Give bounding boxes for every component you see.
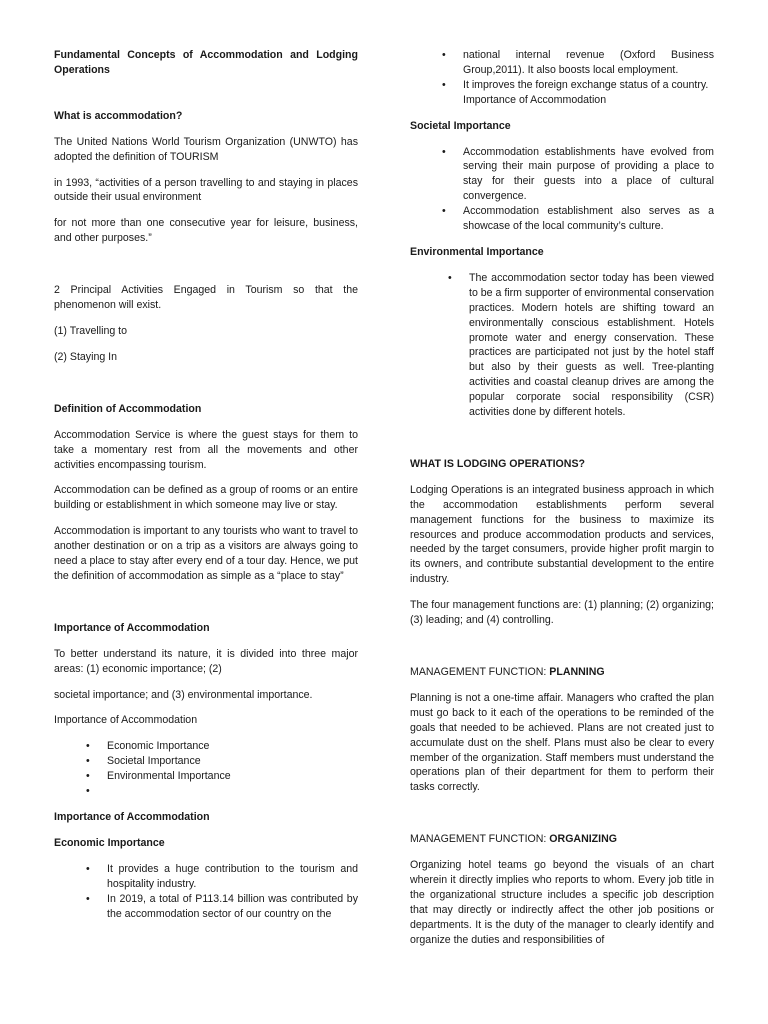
list-item xyxy=(107,784,358,799)
list-item: • The accommodation sector today has been viewed to be a firm supporter of environmental conservation practices. Modern hotels are shifting toward an environmentally conscious establishment. Hotels promote water and energy conservation. These practices are participated not just by the hotel staff but also by their guests as well. Tree-planting activities and coastal cleanup drives are among the popular corporate social responsibility (CSR) activities done by different hotels. xyxy=(469,271,714,420)
planning-heading xyxy=(410,665,714,680)
definition-paragraph-3: Accommodation is important to any tourists who want to travel to another destination or on a trip as a visitors are always going to need a place to stay after every end of a tour day. Hence, we put the definition of accommodation as simple as a “place to stay” xyxy=(54,525,358,582)
list-item-continued: • national internal revenue (Oxford Business Group,2011). It also boosts local employment. xyxy=(463,48,714,78)
importance-paragraph-1: To better understand its nature, it is divided into three major areas: (1) economic importance; (2) xyxy=(54,647,358,675)
organizing-label: ORGANIZING xyxy=(549,833,617,846)
management-function-prefix: MANAGEMENT FUNCTION: xyxy=(410,833,550,846)
unwto-paragraph: The United Nations World Tourism Organization (UNWTO) has adopted the definition of TOURISM xyxy=(54,135,358,163)
economic-list-continued xyxy=(463,48,714,78)
lodging-paragraph-2: The four management functions are: (1) planning; (2) organizing; (3) leading; and (4) controlling. xyxy=(410,599,714,627)
right-column xyxy=(410,48,714,948)
lodging-paragraph-1: Lodging Operations is an integrated business approach in which the accommodation establishments perform several management functions for the business to maximize its resources and produce accommodation products and services, needed by the target consumers, provide higher profit margin to its owners, and contribute substantial development to the entire industry. xyxy=(410,483,714,586)
lodging-operations-heading: WHAT IS LODGING OPERATIONS? xyxy=(410,457,585,470)
principal-activities-paragraph: 2 Principal Activities Engaged in Tourism so that the phenomenon will exist. xyxy=(54,284,358,312)
not-more-paragraph: for not more than one consecutive year for leisure, business, and other purposes.” xyxy=(54,217,358,245)
definition-paragraph-2: Accommodation can be defined as a group of rooms or an entire building or establishment in which someone may live or stay. xyxy=(54,484,358,512)
what-is-accommodation-heading: What is accommodation? xyxy=(54,109,183,122)
list-item: • Environmental Importance xyxy=(107,769,358,784)
importance-list xyxy=(107,739,358,799)
organizing-paragraph: Organizing hotel teams go beyond the visuals of an chart wherein it directly implies who reports to whom. Every job title in the organizational structure includes a specific job description that may directly or indirectly affect the other job positions or departments. It is the duty of the manager to clearly identify and organize the duties and responsibilities of xyxy=(410,859,714,946)
planning-paragraph: Planning is not a one-time affair. Managers who crafted the plan must go back to it each of the operations to be reminded of the goals that needed to be achieved. Plans are not created just to accumulate dust on the shelf. Plans must also be clear to every member of the organization. Staff members must understand the operations plan of their department for them to perform their tasks correctly. xyxy=(410,691,714,794)
forex-list xyxy=(463,78,714,108)
in-1993-paragraph: in 1993, “activities of a person travelling to and staying in places outside their usual environment xyxy=(54,176,358,204)
planning-label: PLANNING xyxy=(549,666,605,678)
left-column xyxy=(54,48,358,922)
economic-importance-heading: Economic Importance xyxy=(54,837,165,849)
list-item: • In 2019, a total of P113.14 billion was contributed by the accommodation sector of our country on the xyxy=(107,892,358,922)
importance-paragraph-3: Importance of Accommodation xyxy=(54,714,198,727)
definition-paragraph-1: Accommodation Service is where the guest stays for them to take a momentary rest from all the movements and other activities encompassing tourism. xyxy=(54,428,358,471)
forex-item-text: It improves the foreign exchange status of a country. xyxy=(463,78,709,91)
list-item: • Accommodation establishments have evolved from serving their main purpose of providing a place to stay for their guests into a place of cultural convergence. xyxy=(463,145,714,205)
document-title: Fundamental Concepts of Accommodation and Lodging Operations xyxy=(54,49,358,76)
organizing-heading xyxy=(410,832,714,847)
list-item xyxy=(463,78,714,108)
definition-heading: Definition of Accommodation xyxy=(54,402,202,415)
list-item: • Economic Importance xyxy=(107,739,358,754)
importance-heading-2: Importance of Accommodation xyxy=(54,811,210,824)
travelling-item: (1) Travelling to xyxy=(54,324,128,337)
list-item: • Accommodation establishment also serves as a showcase of the local community’s culture. xyxy=(463,204,714,234)
importance-paragraph-2: societal importance; and (3) environmental importance. xyxy=(54,688,313,701)
forex-item-subtext: Importance of Accommodation xyxy=(463,93,607,106)
staying-item: (2) Staying In xyxy=(54,350,118,363)
societal-list xyxy=(463,145,714,234)
environmental-importance-heading: Environmental Importance xyxy=(410,245,544,258)
environmental-list xyxy=(469,271,714,420)
societal-importance-heading: Societal Importance xyxy=(410,119,511,132)
list-item: • Societal Importance xyxy=(107,754,358,769)
importance-heading: Importance of Accommodation xyxy=(54,621,210,634)
list-item: • It provides a huge contribution to the tourism and hospitality industry. xyxy=(107,862,358,892)
management-function-prefix: MANAGEMENT FUNCTION: xyxy=(410,666,550,678)
economic-list xyxy=(107,862,358,922)
